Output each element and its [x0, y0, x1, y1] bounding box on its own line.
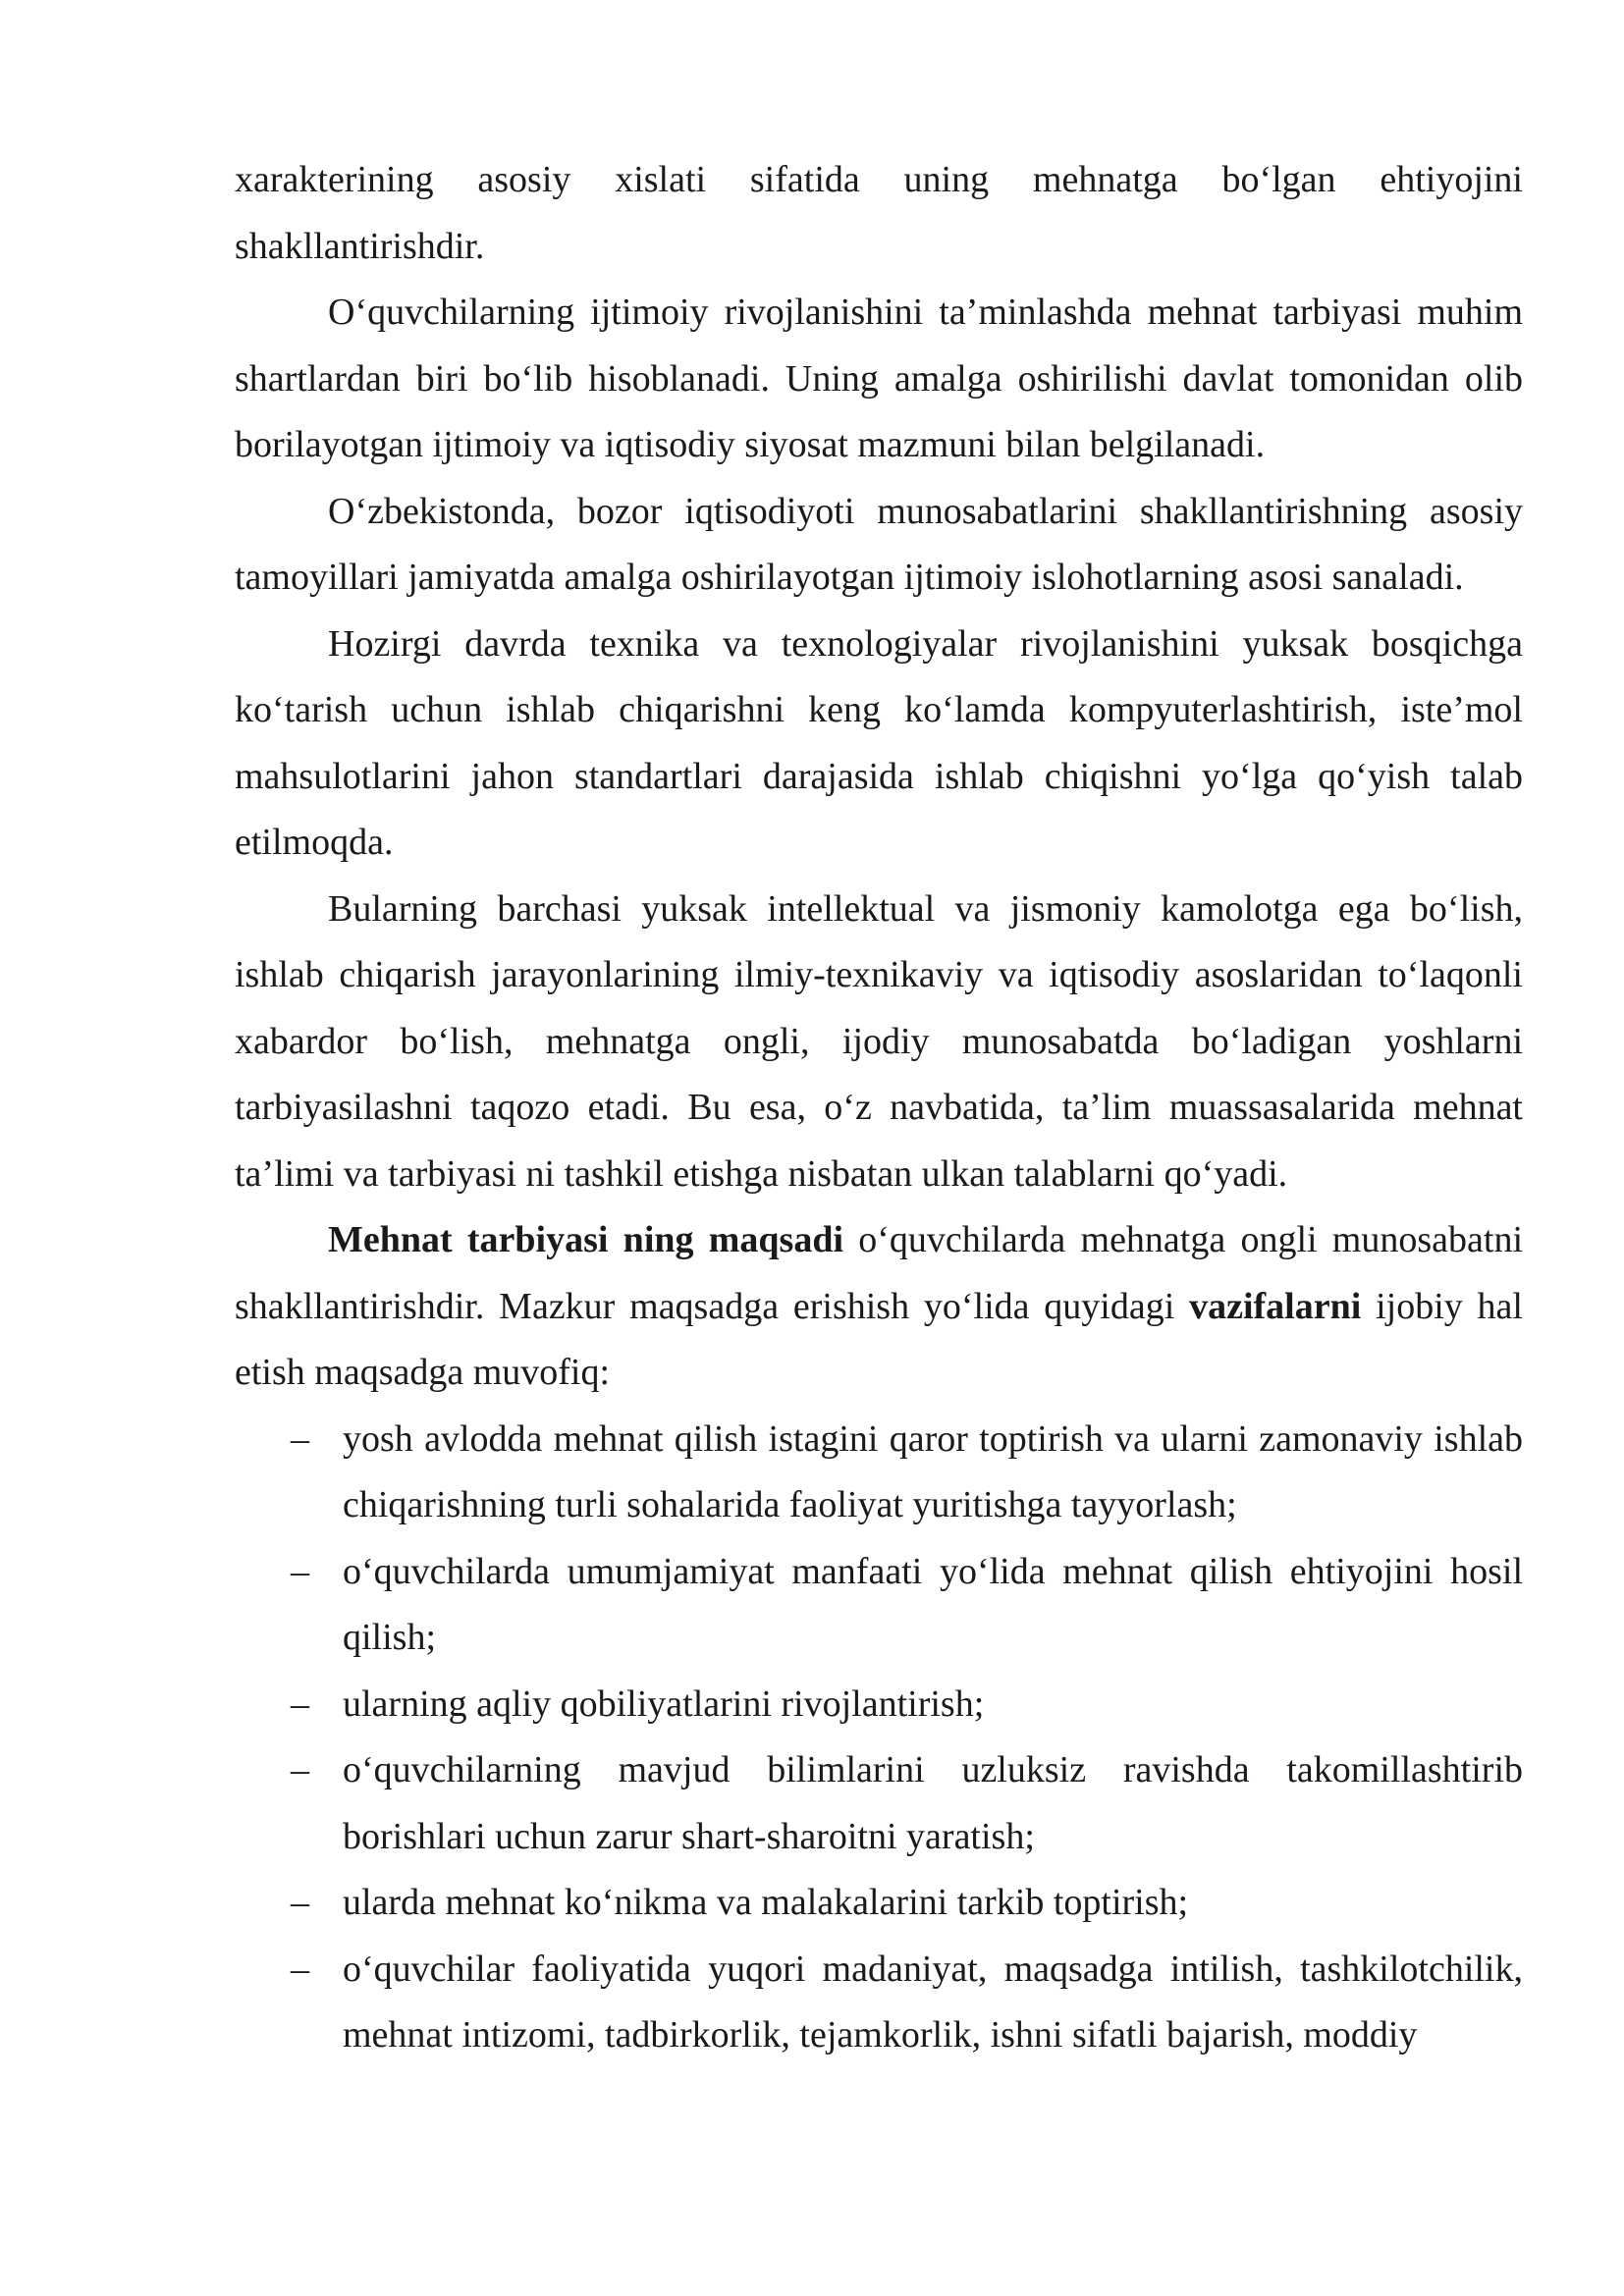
paragraph-2: O‘quvchilarning ijtimoiy rivojlanishini ta’minlashda mehnat tarbiyasi muhim shartlardan biri bo‘lib hisoblanadi. Uning amalga oshirilishi davlat tomonidan olib borilayotgan ijtimoiy va iqtisodiy siyosat mazmuni bilan belgilanadi.: [235, 292, 1523, 465]
list-item-text: ularning aqliy qobiliyatlarini rivojlantirish;: [343, 1682, 985, 1725]
list-item: [235, 1672, 1523, 1738]
list-item: [235, 1407, 1523, 1539]
dash-marker: –: [291, 1948, 309, 1990]
paragraph-1: xarakterining asosiy xislati sifatida uning mehnatga bo‘lgan ehtiyojini shakllantirishdir.: [235, 159, 1523, 267]
paragraph-6-text-b: ijobiy hal etish maqsadga muvofiq:: [235, 1285, 1523, 1393]
paragraph-6-text-a: o‘quvchilarda mehnatga ongli munosabatni shakllantirishdir. Mazkur maqsadga erishish yo‘lida quyidagi: [235, 1219, 1523, 1327]
list-item: [235, 1870, 1523, 1937]
paragraph-3: O‘zbekistonda, bozor iqtisodiyoti munosabatlarini shakllantirishning asosiy tamoyillari jamiyatda amalga oshirilayotgan ijtimoiy islohotlarning asosi sanaladi.: [235, 490, 1523, 598]
list-item-text: o‘quvchilar faoliyatida yuqori madaniyat, maqsadga intilish, tashkilotchilik, mehnat intizomi, tadbirkorlik, tejamkorlik, ishni sifatli bajarish, moddiy: [343, 1948, 1523, 2056]
bold-heading-goal: Mehnat tarbiyasi ning maqsadi: [328, 1219, 844, 1260]
list-item: [235, 1737, 1523, 1870]
tasks-list: [235, 1407, 1523, 2069]
list-item: [235, 1539, 1523, 1672]
paragraph-6: [235, 1207, 1523, 1407]
list-item-text: o‘quvchilarning mavjud bilimlarini uzluksiz ravishda takomillashtirib borishlari uchun zarur shart-sharoitni yaratish;: [343, 1749, 1523, 1857]
list-item-text: o‘quvchilarda umumjamiyat manfaati yo‘lida mehnat qilish ehtiyojini hosil qilish;: [343, 1550, 1523, 1658]
bold-term-tasks: vazifalarni: [1189, 1285, 1362, 1327]
document-page: [235, 147, 1523, 2069]
paragraph-4: Hozirgi davrda texnika va texnologiyalar rivojlanishini yuksak bosqichga ko‘tarish uchun ishlab chiqarishni keng ko‘lamda kompyuterlashtirish, iste’mol mahsulotlarini jahon standartlari darajasida ishlab chiqishni yo‘lga qo‘yish talab etilmoqda.: [235, 622, 1523, 863]
dash-marker: –: [291, 1550, 309, 1592]
list-item: [235, 1937, 1523, 2069]
list-item-text: ularda mehnat ko‘nikma va malakalarini tarkib toptirish;: [343, 1882, 1189, 1923]
dash-marker: –: [291, 1882, 309, 1923]
dash-marker: –: [291, 1682, 309, 1725]
list-item-text: yosh avlodda mehnat qilish istagini qaror toptirish va ularni zamonaviy ishlab chiqarishning turli sohalarida faoliyat yuritishga tayyorlash;: [343, 1417, 1523, 1525]
paragraph-5: Bularning barchasi yuksak intellektual va jismoniy kamolotga ega bo‘lish, ishlab chiqarish jarayonlarining ilmiy-texnikaviy va iqtisodiy asoslaridan to‘laqonli xabardor bo‘lish, mehnatga ongli, ijodiy munosabatda bo‘ladigan yoshlarni tarbiyasilashni taqozo etadi. Bu esa, o‘z navbatida, ta’lim muassasalarida mehnat ta’limi va tarbiyasi ni tashkil etishga nisbatan ulkan talablarni qo‘yadi.: [235, 887, 1523, 1195]
dash-marker: –: [291, 1749, 309, 1790]
dash-marker: –: [291, 1417, 309, 1460]
